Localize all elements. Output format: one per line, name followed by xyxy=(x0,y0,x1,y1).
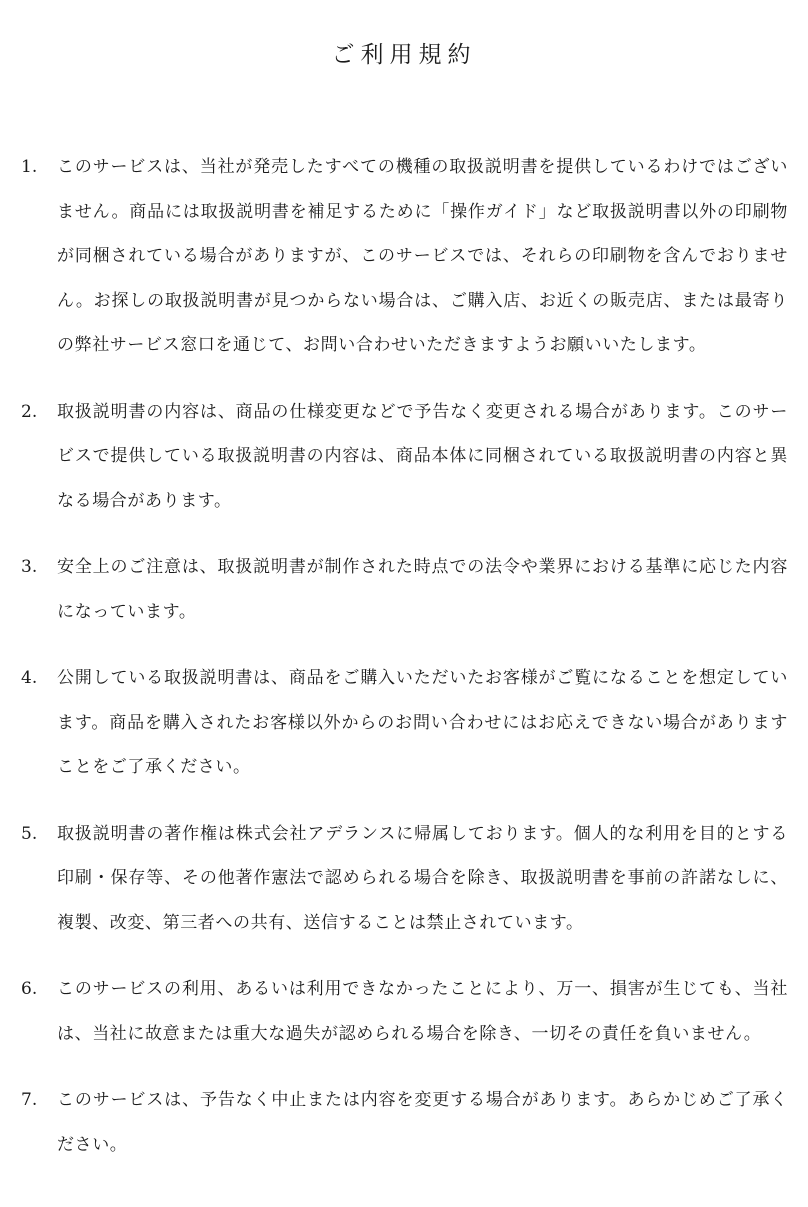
term-text: 取扱説明書の内容は、商品の仕様変更などで予告なく変更される場合があります。このサービスで提供している取扱説明書の内容は、商品本体に同梱されている取扱説明書の内容と異なる場合があります。 xyxy=(57,401,788,511)
term-text: 公開している取扱説明書は、商品をご購入いただいたお客様がご覧になることを想定しています。商品を購入されたお客様以外からのお問い合わせにはお応えできない場合がありますことをご了承ください。 xyxy=(57,668,788,777)
term-item-1 xyxy=(0,145,808,368)
terms-list xyxy=(0,145,808,1189)
term-number: 4. xyxy=(21,668,38,688)
term-text: 安全上のご注意は、取扱説明書が制作された時点での法令や業界における基準に応じた内容になっています。 xyxy=(57,557,788,622)
term-text: 取扱説明書の著作権は株式会社アデランスに帰属しております。個人的な利用を目的とする印刷・保存等、その他著作憲法で認められる場合を除き、取扱説明書を事前の許諾なしに、複製、改変、第三者への共有、送信することは禁止されています。 xyxy=(57,823,788,933)
term-item-6 xyxy=(0,967,808,1056)
term-item-4 xyxy=(0,656,808,790)
term-number: 7. xyxy=(21,1090,38,1110)
term-item-7 xyxy=(0,1078,808,1167)
term-text: このサービスは、当社が発売したすべての機種の取扱説明書を提供しているわけではございません。商品には取扱説明書を補足するために「操作ガイド」など取扱説明書以外の印刷物が同梱されている場合がありますが、このサービスでは、それらの印刷物を含んでおりません。お探しの取扱説明書が見つからない場合は、ご購入店、お近くの販売店、または最寄りの弊社サービス窓口を通じて、お問い合わせいただきますようお願いいたします。 xyxy=(57,157,788,355)
term-text: このサービスは、予告なく中止または内容を変更する場合があります。あらかじめご了承ください。 xyxy=(57,1090,788,1155)
term-item-3 xyxy=(0,545,808,634)
term-number: 1. xyxy=(21,157,38,177)
term-number: 6. xyxy=(21,979,38,999)
term-item-2 xyxy=(0,390,808,524)
term-item-5 xyxy=(0,812,808,946)
term-number: 5. xyxy=(21,823,38,844)
term-text: このサービスの利用、あるいは利用できなかったことにより、万一、損害が生じても、当社は、当社に故意または重大な過失が認められる場合を除き、一切その責任を負いません。 xyxy=(57,979,788,1044)
term-number: 3. xyxy=(21,557,38,577)
term-number: 2. xyxy=(21,401,38,422)
page-title: ご利用規約 xyxy=(331,42,477,68)
